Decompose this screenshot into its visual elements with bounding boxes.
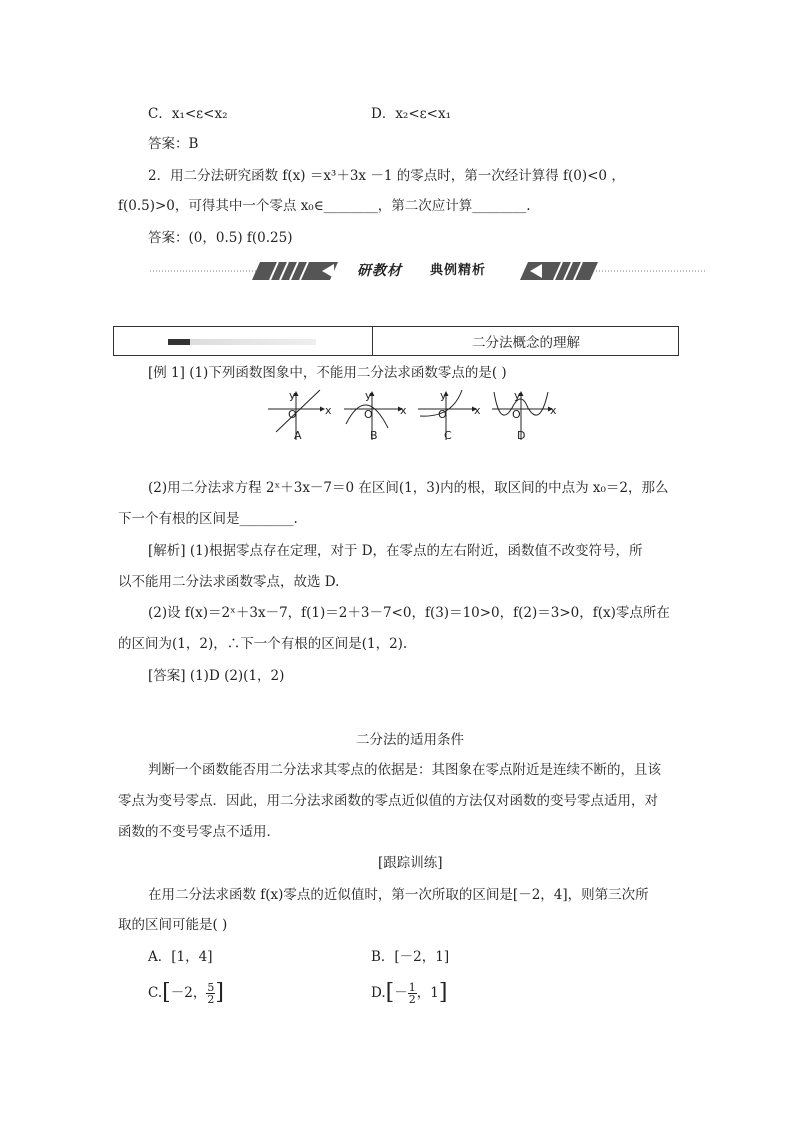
answer-1: 答案：B [148,136,199,152]
banner-title: 研教材 [357,263,402,279]
option-c-prefix: C. [148,985,163,1001]
origin-label-c: O [438,408,447,421]
example1-q1: [例 1] (1)下列函数图象中，不能用二分法求函数零点的是( ) [148,365,507,381]
graph-label-c: C [444,429,452,442]
example1-answer: [答案] (1)D (2)(1，2) [148,668,285,684]
note-line1: 判断一个函数能否用二分法求其零点的依据是：其图象在零点附近是连续不断的，且该 [148,762,661,778]
analysis-line3: (2)设 f(x)＝2ˣ＋3x－7，f(1)＝2＋3－7<0，f(3)＝10>0，f(2)＝3>0，f(x)零点所在 [148,605,670,621]
fraction-denominator: 2 [207,992,215,1006]
option-d-right: ，1 [416,985,439,1001]
left-bracket-icon: [ [385,980,395,1005]
origin-label-a: O [288,408,297,421]
origin-label-d: O [512,408,521,421]
example1-q2-line1: (2)用二分法求方程 2ˣ＋3x－7＝0 在区间(1，3)内的根，取区间的中点为 x₀＝2，那么 [148,480,669,496]
graph-label-d: D [517,429,526,442]
analysis-line1: [解析] (1)根据零点存在定理，对于 D，在零点的左右附近，函数值不改变符号，所 [148,543,643,559]
axis-y-label-a: y [289,389,296,402]
practice-option-b: B．[－2，1] [371,949,450,965]
note-line2: 零点为变号零点．因此，用二分法求函数的零点近似值的方法仅对函数的变号零点适用，对 [118,793,658,809]
section-table [113,326,679,356]
right-bracket-icon: ] [215,980,224,1005]
axis-y-label-b: y [365,389,372,402]
axis-y-label-c: y [440,389,447,402]
axis-x-label-d: x [550,404,557,417]
option-d: D．x₂<ε<x₁ [371,106,451,122]
fraction [408,982,417,1005]
axis-x-label-c: x [474,404,481,417]
answer-2: 答案：(0，0.5) f(0.25) [148,230,293,246]
practice-line1: 在用二分法求函数 f(x)零点的近似值时，第一次所取的区间是[－2，4]，则第三次所 [148,887,649,903]
fraction-numerator: 1 [408,980,416,994]
graph-label-a: A [294,429,302,442]
option-d-neg: － [394,985,408,1001]
q2-line1: 2．用二分法研究函数 f(x) ＝x³＋3x －1 的零点时，第一次经计算得 f(0)<0 ， [148,168,625,184]
axis-x-label-b: x [400,404,407,417]
fraction [206,982,215,1005]
graph-label-b: B [370,429,378,442]
option-d-prefix: D. [371,985,386,1001]
note-title: 二分法的适用条件 [356,732,464,748]
example1-q2-line2: 下一个有根的区间是________. [118,511,298,527]
fraction-denominator: 2 [408,992,416,1006]
section-title: 二分法概念的理解 [472,335,580,351]
fraction-numerator: 5 [207,980,215,994]
section-banner [150,258,706,284]
practice-option-c [148,976,224,1010]
topic-badge [168,339,316,345]
practice-title: [跟踪训练] [378,855,443,871]
axis-x-label-a: x [325,404,332,417]
banner-subtitle: 典例精析 [430,263,487,278]
right-bracket-icon: ] [438,980,448,1005]
analysis-line4: 的区间为(1，2)，∴下一个有根的区间是(1，2). [118,636,408,652]
option-c-left: －2， [170,985,207,1001]
table-divider [372,327,373,355]
analysis-line2: 以不能用二分法求函数零点，故选 D. [118,574,340,590]
option-c: C．x₁<ε<x₂ [148,106,228,122]
axis-y-label-d: y [514,389,521,402]
practice-line2: 取的区间可能是( ) [118,917,228,933]
q2-line2: f(0.5)>0，可得其中一个零点 x₀∈________，第二次应计算________. [118,198,531,214]
practice-option-a: A．[1，4] [148,949,213,965]
practice-option-d [371,976,447,1010]
left-bracket-icon: [ [162,980,171,1005]
note-line3: 函数的不变号零点不适用． [118,824,280,840]
origin-label-b: O [364,408,373,421]
